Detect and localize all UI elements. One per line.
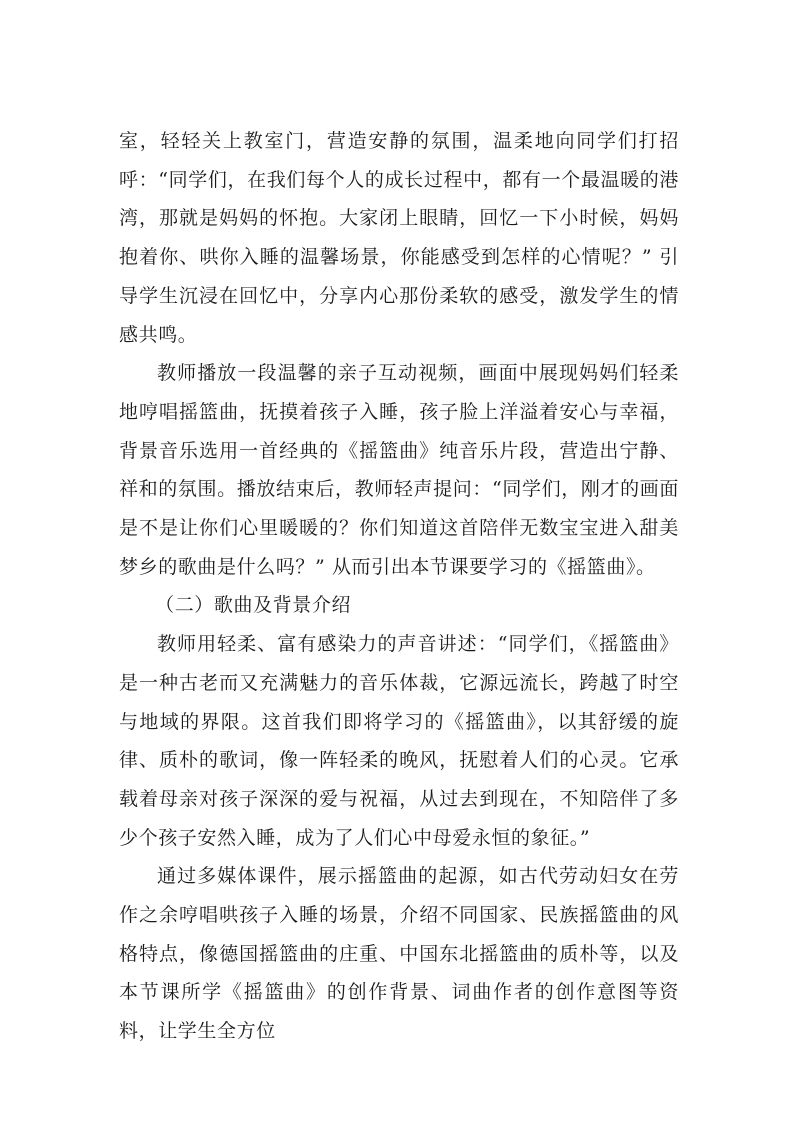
section-heading: （二）歌曲及背景介绍 — [155, 594, 352, 617]
document-body — [119, 122, 679, 1051]
paragraph-song-intro: 教师用轻柔、富有感染力的声音讲述：“同学们，《摇篮曲》是一种古老而又充满魅力的音乐体裁，它源远流长，跨越了时空与地域的界限。这首我们即将学习的《摇篮曲》，以其舒缓的旋律、质朴的歌词，像一阵轻柔的晚风，抚慰着人们的心灵。它承载着母亲对孩子深深的爱与祝福，从过去到现在，不知陪伴了多少个孩子安然入睡，成为了人们心中母爱永恒的象征。” — [119, 633, 679, 849]
paragraph-multimedia: 通过多媒体课件，展示摇篮曲的起源，如古代劳动妇女在劳作之余哼唱哄孩子入睡的场景，介绍不同国家、民族摇篮曲的风格特点，像德国摇篮曲的庄重、中国东北摇篮曲的质朴等，以及本节课所学《摇篮曲》的创作背景、词曲作者的创作意图等资料，让学生全方位 — [119, 865, 679, 1043]
paragraph-video-intro: 教师播放一段温馨的亲子互动视频，画面中展现妈妈们轻柔地哼唱摇篮曲，抚摸着孩子入睡，孩子脸上洋溢着安心与幸福，背景音乐选用一首经典的《摇篮曲》纯音乐片段，营造出宁静、祥和的氛围。播放结束后，教师轻声提问：“同学们，刚才的画面是不是让你们心里暖暖的？你们知道这首陪伴无数宝宝进入甜美梦乡的歌曲是什么吗？” 从而引出本节课要学习的《摇篮曲》。 — [119, 362, 679, 578]
paragraph-continued: 室，轻轻关上教室门，营造安静的氛围，温柔地向同学们打招呼：“同学们，在我们每个人的成长过程中，都有一个最温暖的港湾，那就是妈妈的怀抱。大家闭上眼睛，回忆一下小时候，妈妈抱着你、哄你入睡的温馨场景，你能感受到怎样的心情呢？” 引导学生沉浸在回忆中，分享内心那份柔软的感受，激发学生的情感共鸣。 — [119, 130, 679, 346]
